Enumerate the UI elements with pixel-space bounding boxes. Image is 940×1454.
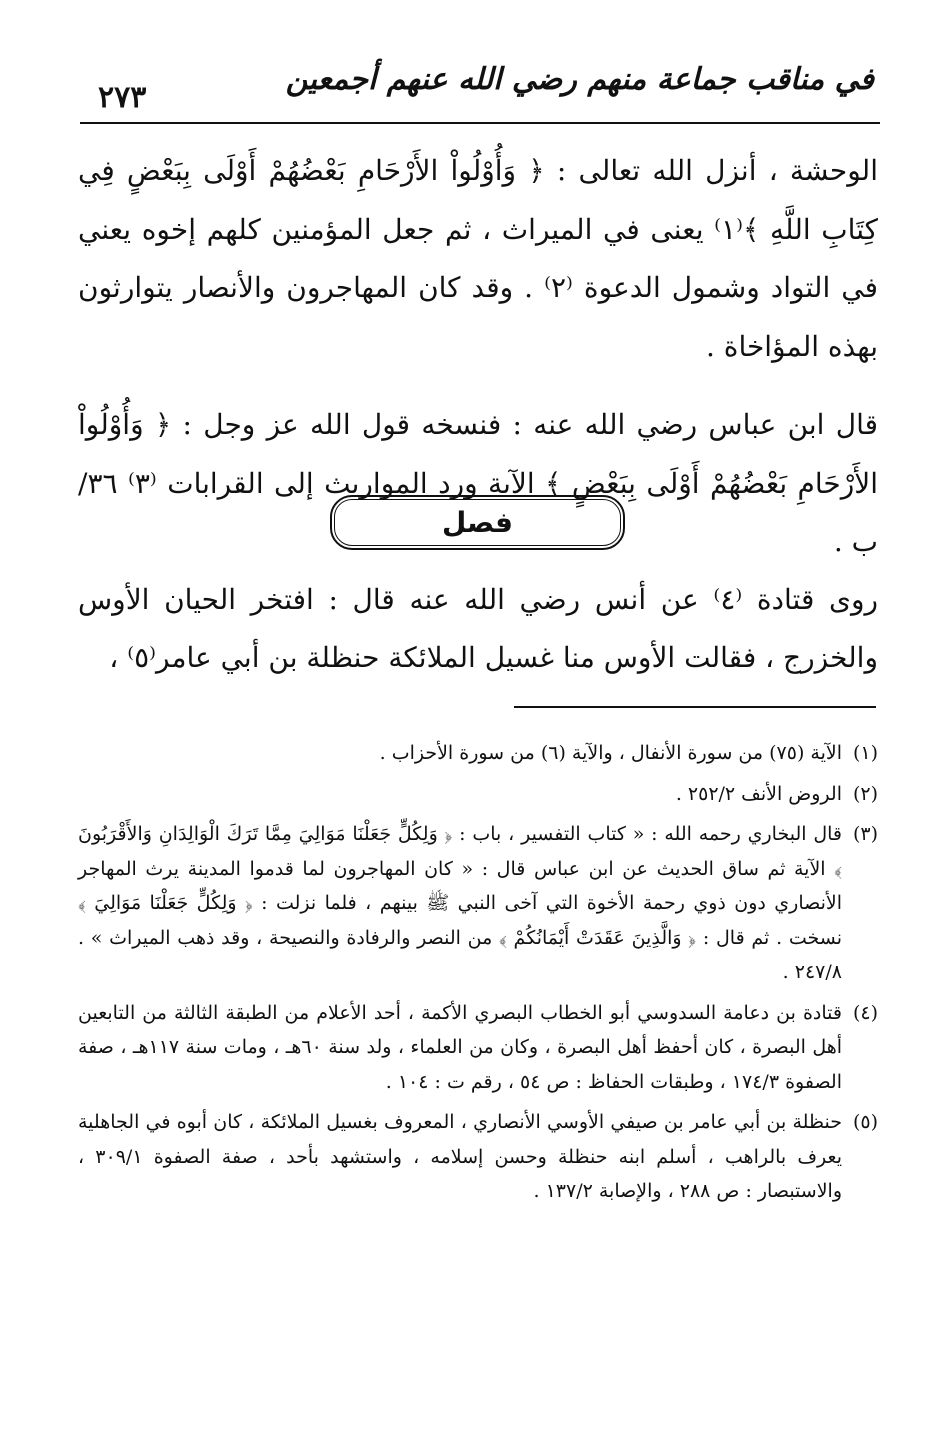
footnote-number: (٥) xyxy=(852,1111,878,1133)
paragraph: الوحشة ، أنزل الله تعالى : ﴿ وَأُوْلُواْ الأَرْحَامِ بَعْضُهُمْ أَوْلَى بِبَعْضٍ فِي كِتَابِ اللَّهِ ﴾⁽١⁾ يعنى في الميراث ، ثم جعل المؤمنين كلهم إخوه يعني في التواد وشمول الدعوة ⁽٢⁾ . وقد كان المهاجرون والأنصار يتوارثون بهذه المؤاخاة . xyxy=(78,154,878,363)
footnote-separator xyxy=(514,706,876,708)
section-title: فصل xyxy=(442,506,513,539)
footnote-number: (٢) xyxy=(852,782,878,805)
header-rule xyxy=(80,122,880,124)
page-number: ٢٧٣ xyxy=(98,80,147,115)
running-head: في مناقب جماعة منهم رضي الله عنهم أجمعين xyxy=(285,62,874,97)
footnote-text: الآية (٧٥) من سورة الأنفال ، والآية (٦) من سورة الأحزاب . xyxy=(379,742,842,764)
page-header xyxy=(80,58,880,124)
footnote-text: قال البخاري رحمه الله : « كتاب التفسير ، باب : ﴿ وَلِكُلٍّ جَعَلْنَا مَوَالِيَ مِمَّا تَرَكَ الْوَالِدَانِ وَالأَقْرَبُونَ ﴾ الآية ثم ساق الحديث عن ابن عباس قال : « كان المهاجرون لما قدموا المدينة يرث المهاجر الأنصاري دون ذوي رحمة الأخوة التي آخى النبي ﷺ بينهم ، فلما نزلت : ﴿ وَلِكُلٍّ جَعَلْنَا مَوَالِيَ ﴾ نسخت . ثم قال : ﴿ وَالَّذِينَ عَقَدَتْ أَيْمَانُكُمْ ﴾ من النصر والرفادة والنصيحة ، وقد ذهب الميراث » . ٢٤٧/٨ . xyxy=(78,823,842,983)
footnote-text: قتادة بن دعامة السدوسي أبو الخطاب البصري الأكمة ، أحد الأعلام من الطبقة الثالثة من التابعين أهل البصرة ، كان أحفظ أهل البصرة ، وكان من العلماء ، ولد سنة ٦٠هـ ، ومات سنة ١١٧هـ ، صفة الصفوة ١٧٤/٣ ، وطبقات الحفاظ : ص ٥٤ ، رقم ت : ١٠٤ . xyxy=(78,1001,843,1093)
paragraph: قال ابن عباس رضي الله عنه : فنسخه قول الله عز وجل : ﴿ وَأُوْلُواْ الأَرْحَامِ بَعْضُهُمْ أَوْلَى بِبَعْضٍ ﴾ الآية ورد المواريث إلى القرابات ⁽٣⁾ ٣٦/ ب . xyxy=(78,408,879,558)
footnote-number: (١) xyxy=(852,742,878,764)
footnote-text: حنظلة بن أبي عامر بن صيفي الأوسي الأنصاري ، المعروف بغسيل الملائكة ، كان أبوه في الجاهلية يعرف بالراهب ، أسلم ابنه حنظلة وحسن إسلامه ، واستشهد بأحد ، صفة الصفوة ٣٠٩/١ ، والاستبصار : ص ٢٨٨ ، والإصابة ١٣٧/٢ . xyxy=(78,1111,842,1202)
footnote xyxy=(78,817,878,990)
footnote-text: الروض الأنف ٢٥٢/٢ . xyxy=(675,782,842,805)
paragraph: روى قتادة ⁽٤⁾ عن أنس رضي الله عنه قال : افتخر الحيان الأوس والخزرج ، فقالت الأوس منا غسيل الملائكة حنظلة بن أبي عامر⁽٥⁾ ، xyxy=(78,583,879,674)
footnote xyxy=(78,996,878,1100)
footnote xyxy=(78,736,878,771)
footnotes xyxy=(78,736,878,1215)
section-heading-box xyxy=(330,495,625,550)
footnote-number: (٤) xyxy=(852,1001,878,1024)
footnote-number: (٣) xyxy=(852,823,878,845)
footnote xyxy=(78,777,878,812)
footnote xyxy=(78,1105,878,1209)
section-text xyxy=(78,571,878,687)
